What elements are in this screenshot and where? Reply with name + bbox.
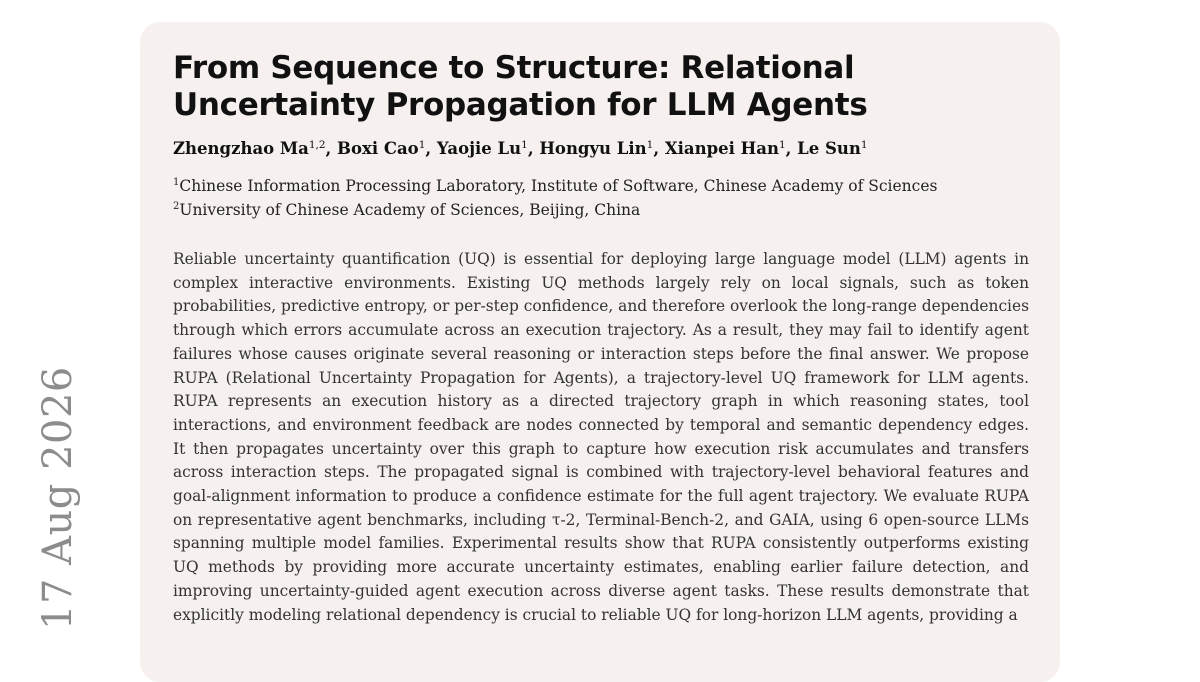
abstract-text: Reliable uncertainty quantification (UQ) is essential for deploying large language model (LLM) agents in complex interactive environments. Existing UQ methods largely rely on local signals, such as token probabilities, predictive entropy, or per-step confidence, and therefore overlook the long-range dependencies through which errors accumulate across an execution trajectory. As a result, they may fail to identify agent failures whose causes originate several reasoning or interaction steps before the final answer. We propose RUPA (Relational Uncertainty Propagation for Agents), a trajectory-level UQ framework for LLM agents. RUPA represents an execution history as a directed trajectory graph in which reasoning states, tool interactions, and environment feedback are nodes connected by temporal and semantic dependency edges. It then propagates uncertainty over this graph to capture how execution risk accumulates and transfers across interaction steps. The propagated signal is combined with trajectory-level behavioral features and goal-alignment information to produce a confidence estimate for the full agent trajectory. We evaluate RUPA on representative agent benchmarks, including τ-2, Terminal-Bench-2, and GAIA, using 6 open-source LLMs spanning multiple model families. Experimental results show that RUPA consistently outperforms existing UQ methods by providing more accurate uncertainty estimates, enabling earlier failure detection, and improving uncertainty-guided agent execution across diverse agent tasks. These results demonstrate that explicitly modeling relational dependency is crucial to reliable UQ for long-horizon LLM agents, providing a [173, 250, 1029, 624]
author-affil-mark: 1 [778, 139, 786, 151]
author-affil-mark: 1 [860, 139, 868, 151]
author [337, 139, 425, 158]
author-name: Le Sun [797, 139, 861, 158]
author [797, 139, 867, 158]
author [539, 139, 653, 158]
author-name: Zhengzhao Ma [173, 139, 309, 158]
affiliation-text: University of Chinese Academy of Sciences, Beijing, China [179, 201, 641, 219]
author-name: Boxi Cao [337, 139, 419, 158]
author-name: Hongyu Lin [539, 139, 647, 158]
affiliation-text: Chinese Information Processing Laboratory, Institute of Software, Chinese Academy of Sciences [179, 177, 938, 195]
paper-title: From Sequence to Structure: Relational Uncertainty Propagation for LLM Agents [173, 50, 868, 123]
author-affil-mark: 1 [418, 139, 426, 151]
arxiv-side-date: 17 Aug 2026 [35, 366, 81, 630]
author-name: Xianpei Han [664, 139, 779, 158]
author-name: Yaojie Lu [436, 139, 522, 158]
author-affil-mark: 1 [646, 139, 654, 151]
author-affil-mark: 1 [521, 139, 528, 151]
author-list: Zhengzhao Ma$^{1,2}$, Boxi Cao$^1$, Yaojie Lu$^1$, Hongyu Lin$^1$, Xianpei Han$^1$, Le Sun$^1$ [173, 139, 868, 158]
author [173, 139, 326, 158]
affiliation-mark: 1 [173, 177, 180, 188]
affiliation [173, 198, 1033, 222]
author [437, 139, 528, 158]
affiliation [173, 174, 1033, 198]
affiliation-list [173, 174, 1033, 222]
author-affil-mark: 1,2 [308, 139, 326, 151]
affiliation-mark: 2 [173, 201, 180, 212]
author [665, 139, 786, 158]
